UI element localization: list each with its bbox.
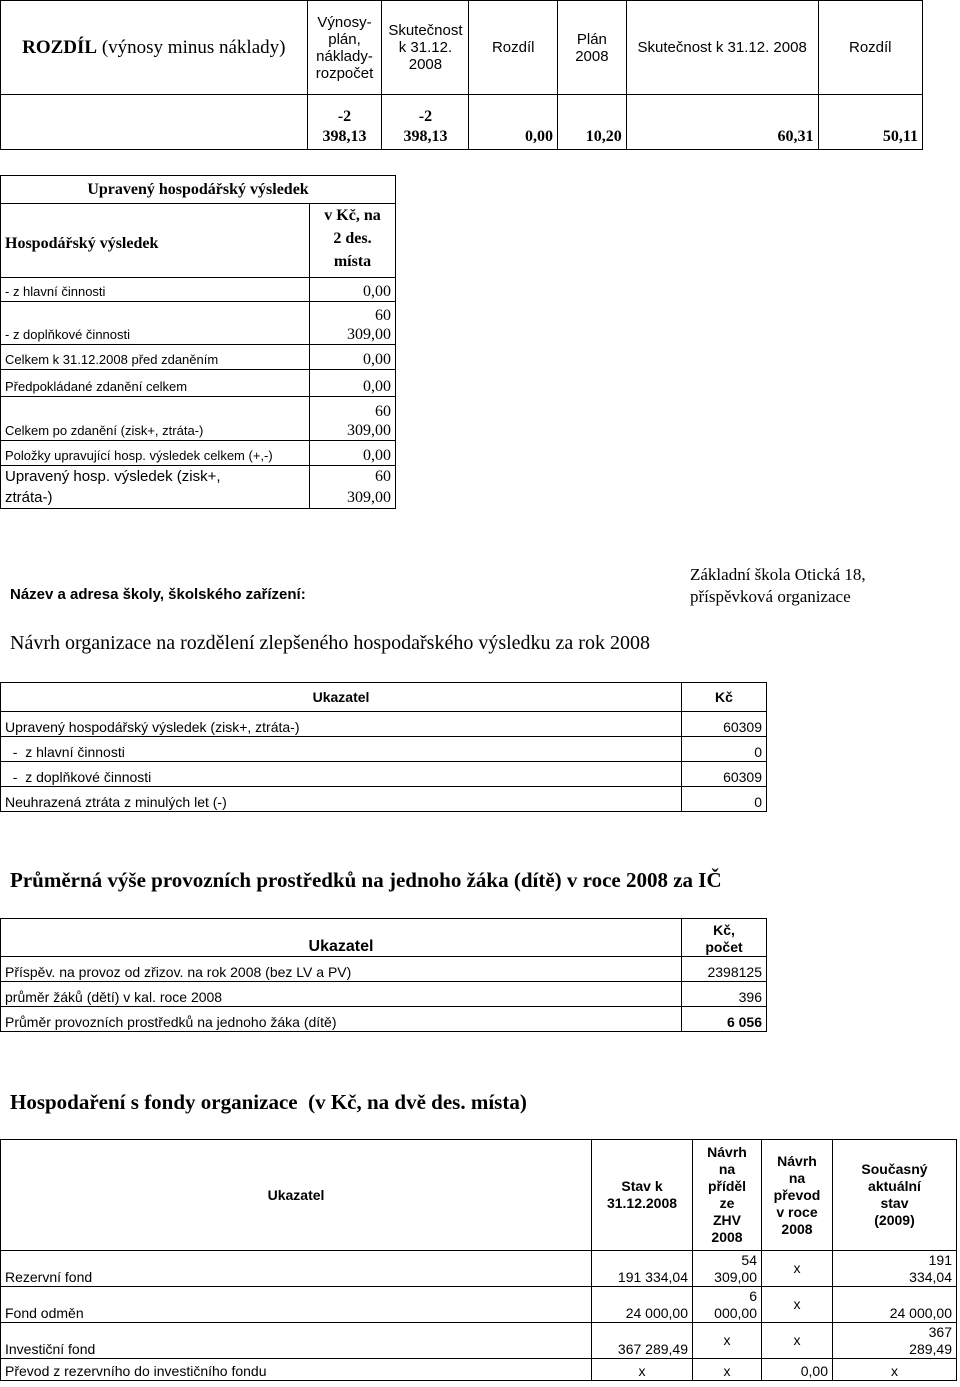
funds-col-allocation: Návrh na příděl ze ZHV 2008 — [693, 1140, 762, 1251]
funds-row-transfer: x — [762, 1287, 833, 1323]
row-adjusted-label: Upravený hosp. výsledek (zisk+, ztráta-) — [1, 466, 310, 509]
value-actual-2008: 60,31 — [626, 95, 818, 150]
funds-col-current: Současný aktuální stav (2009) — [833, 1140, 957, 1251]
row-before-tax-label: Celkem k 31.12.2008 před zdaněním — [1, 345, 310, 370]
difference-table — [0, 0, 923, 150]
average-row-value: 2398125 — [682, 957, 767, 982]
funds-row-label: Převod z rezervního do investičního fondu — [1, 1359, 592, 1381]
distribution-row-value: 60309 — [682, 762, 767, 787]
funds-row-current: 191 334,04 — [833, 1251, 957, 1287]
row-after-tax-value: 60 309,00 — [310, 397, 396, 441]
funds-row-transfer: x — [762, 1323, 833, 1359]
distribution-col1: Ukazatel — [1, 683, 682, 712]
value-actual: -2 398,13 — [382, 95, 469, 150]
adjusted-result-table — [0, 175, 396, 509]
funds-row-current: x — [833, 1359, 957, 1381]
funds-row-label: Rezervní fond — [1, 1251, 592, 1287]
funds-col-indicator: Ukazatel — [1, 1140, 592, 1251]
average-row-label: Příspěv. na provoz od zřizov. na rok 2008 (bez LV a PV) — [1, 957, 682, 982]
distribution-row-value: 0 — [682, 787, 767, 812]
average-row-value: 396 — [682, 982, 767, 1007]
header-actual: Skutečnost k 31.12. 2008 — [382, 1, 469, 95]
row-adjustments-value: 0,00 — [310, 441, 396, 466]
funds-row-transfer: 0,00 — [762, 1359, 833, 1381]
value-plan-budget: -2 398,13 — [307, 95, 382, 150]
average-row-label: průměr žáků (dětí) v kal. roce 2008 — [1, 982, 682, 1007]
funds-row-label: Investiční fond — [1, 1323, 592, 1359]
funds-row-allocation: x — [693, 1323, 762, 1359]
funds-row-balance: 367 289,49 — [592, 1323, 693, 1359]
row-adjustments-label: Položky upravující hosp. výsledek celkem (+,-) — [1, 441, 310, 466]
row-main-activity-label: - z hlavní činnosti — [1, 278, 310, 302]
distribution-row-label: Neuhrazená ztráta z minulých let (-) — [1, 787, 682, 812]
value-plan-2008: 10,20 — [558, 95, 627, 150]
funds-col-transfer: Návrh na převod v roce 2008 — [762, 1140, 833, 1251]
distribution-row-value: 0 — [682, 737, 767, 762]
header-difference: Rozdíl — [469, 1, 558, 95]
average-row-label: Průměr provozních prostředků na jednoho žáka (dítě) — [1, 1007, 682, 1032]
average-table — [0, 918, 767, 1032]
row-tax-label: Předpokládané zdanění celkem — [1, 370, 310, 397]
value-difference: 0,00 — [469, 95, 558, 150]
funds-row-balance: 191 334,04 — [592, 1251, 693, 1287]
distribution-row-label: - z hlavní činnosti — [1, 737, 682, 762]
adjusted-result-col1: Hospodářský výsledek — [1, 204, 310, 278]
header-plan-2008: Plán 2008 — [558, 1, 627, 95]
value-difference-2: 50,11 — [818, 95, 922, 150]
funds-row-current: 367 289,49 — [833, 1323, 957, 1359]
school-name: Základní škola Otická 18, příspěvková organizace — [690, 565, 866, 606]
funds-row-allocation: 54 309,00 — [693, 1251, 762, 1287]
average-col2: Kč, počet — [682, 919, 767, 957]
difference-title — [1, 1, 308, 95]
row-side-activity-value: 60 309,00 — [310, 302, 396, 345]
difference-title-bold: ROZDÍL — [22, 37, 98, 58]
distribution-row-label: - z doplňkové činnosti — [1, 762, 682, 787]
funds-row-allocation: x — [693, 1359, 762, 1381]
header-difference-2: Rozdíl — [818, 1, 922, 95]
row-adjusted-value: 60 309,00 — [310, 466, 396, 509]
distribution-col2: Kč — [682, 683, 767, 712]
funds-col-balance: Stav k 31.12.2008 — [592, 1140, 693, 1251]
average-title: Průměrná výše provozních prostředků na jednoho žáka (dítě) v roce 2008 za IČ — [10, 868, 722, 892]
header-actual-2008: Skutečnost k 31.12. 2008 — [626, 1, 818, 95]
row-tax-value: 0,00 — [310, 370, 396, 397]
row-before-tax-value: 0,00 — [310, 345, 396, 370]
header-plan-budget: Výnosy- plán, náklady- rozpočet — [307, 1, 382, 95]
school-label: Název a adresa školy, školského zařízení: — [10, 586, 306, 603]
row-side-activity-label: - z doplňkové činnosti — [1, 302, 310, 345]
difference-title-rest: (výnosy minus náklady) — [101, 37, 286, 58]
difference-blank-cell — [1, 95, 308, 150]
adjusted-result-title: Upravený hospodářský výsledek — [1, 176, 396, 204]
average-row-value: 6 056 — [682, 1007, 767, 1032]
funds-row-label: Fond odměn — [1, 1287, 592, 1323]
adjusted-result-col2: v Kč, na 2 des. místa — [310, 204, 396, 278]
funds-row-transfer: x — [762, 1251, 833, 1287]
distribution-row-value: 60309 — [682, 712, 767, 737]
funds-row-balance: x — [592, 1359, 693, 1381]
distribution-table — [0, 682, 767, 812]
average-col1: Ukazatel — [1, 919, 682, 957]
funds-row-balance: 24 000,00 — [592, 1287, 693, 1323]
row-main-activity-value: 0,00 — [310, 278, 396, 302]
funds-row-allocation: 6 000,00 — [693, 1287, 762, 1323]
funds-title: Hospodaření s fondy organizace (v Kč, na dvě des. místa) — [10, 1090, 527, 1114]
distribution-row-label: Upravený hospodářský výsledek (zisk+, ztráta-) — [1, 712, 682, 737]
funds-table — [0, 1139, 957, 1381]
funds-row-current: 24 000,00 — [833, 1287, 957, 1323]
distribution-title: Návrh organizace na rozdělení zlepšeného hospodařského výsledku za rok 2008 — [10, 632, 650, 654]
row-after-tax-label: Celkem po zdanění (zisk+, ztráta-) — [1, 397, 310, 441]
